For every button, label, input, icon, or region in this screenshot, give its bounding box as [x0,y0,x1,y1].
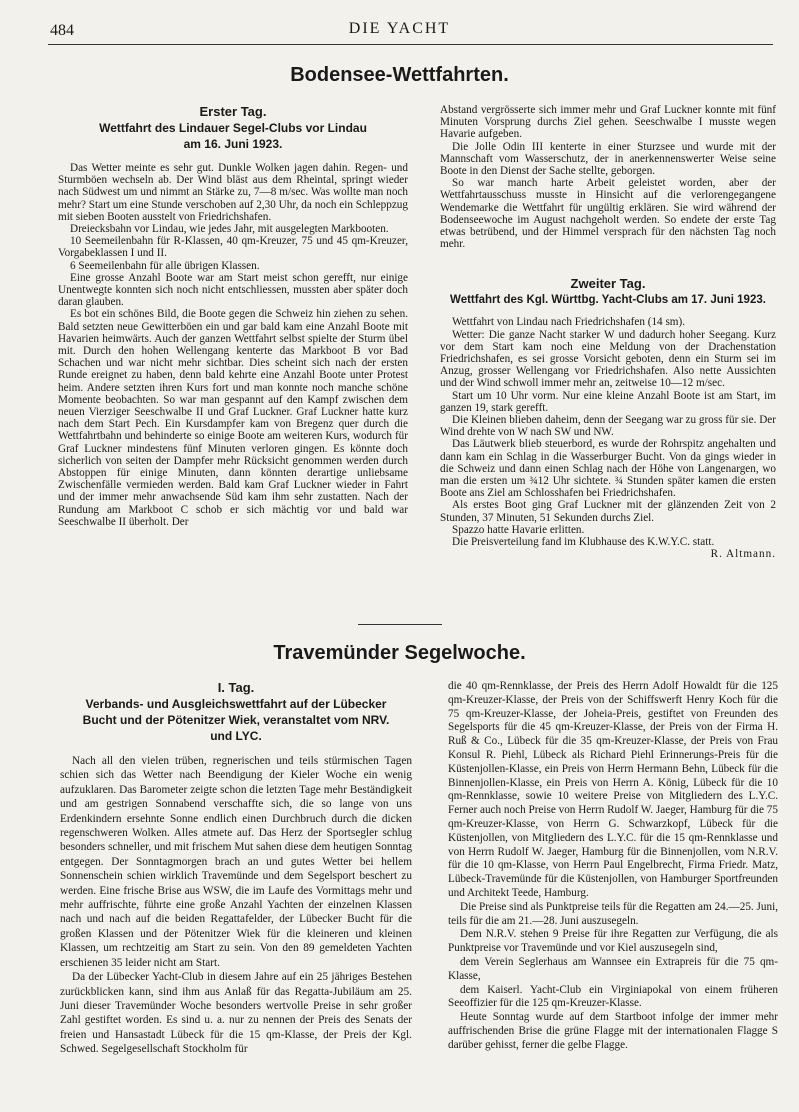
day2-heading: Zweiter Tag. [570,276,646,292]
running-head: DIE YACHT [348,20,451,37]
day2-paragraph: Wetter: Die ganze Nacht starker W und dadurch hoher Seegang. Kurz vor dem Start kam noch eine Meldung von der Drachenstation Friedrichshafen, es sei grosse Vorsicht geboten, denn ein Sturm sei im Anzug, grosser Wellengang vor Friedrichshafen. Also nette Aussichten und der Wind schwoll immer mehr an, zeitweise 10—12 m/sec. [440,328,776,390]
day1-continuation: Die Jolle Odin III kenterte in einer Sturzsee und wurde mit der Mannschaft vom Wasserschutz, der in anerkennenswerter Weise seine Boote in den Dienst der Sache stellte, geborgen. [440,140,776,178]
day1-paragraph: Das Wetter meinte es sehr gut. Dunkle Wolken jagen dahin. Regen- und Sturmböen wechseln ab. Der Wind bläst aus dem Rheintal, springt wieder nach Südwest um und nimmt an Stärke zu, 7—8 m/sec. Was wollte man noch mehr? Start um eine Stunde verschoben auf 2,30 Uhr, da noch ein Schleppzug mit sieben Booten ausstelt von Friedrichshafen. [58,162,408,223]
day1-continuation: So war manch harte Arbeit geleistet worden, aber der Wettfahrtausschuss musste in Hinsicht auf die verlorengegangene Wendemarke die Wettfahrt für ungültig erklären. Sie wird während der Bodenseewoche im August nachgeholt werden. So endete der erste Tag etwas betrübend, und der Himmel versprach für den nächsten Tag noch mehr. [440,177,776,251]
page-number: 484 [50,22,74,39]
day2-paragraph: Die Kleinen blieben daheim, denn der Seegang war zu gross für sie. Der Wind drehte von W nach SW und NW. [440,414,776,439]
day2-paragraph: Wettfahrt von Lindau nach Friedrichshafen (14 sm). [452,316,686,329]
travemuende-continuation: Heute Sonntag wurde auf dem Startboot infolge der immer mehr auffrischenden Brise die grüne Flagge mit der internationalen Flagge S darüber gehisst, ferner die gelbe Flagge. [448,1011,778,1051]
day1-paragraph: 6 Seemeilenbahn für alle übrigen Klassen. [70,259,260,272]
travemuende-continuation: dem Kaiserl. Yacht-Club ein Virginiapokal von einem früheren Seeoffizier für die 125 qm-Kreuzer-Klasse. [448,983,778,1010]
day2-paragraph: Die Preisverteilung fand im Klubhause des K.W.Y.C. statt. [452,536,715,549]
section-title-bodensee: Bodensee-Wettfahrten. [290,64,509,86]
section-separator-rule [358,624,442,625]
section2-right-column [448,680,778,1053]
travemuende-paragraph: Nach all den vielen trüben, regnerischen und teils stürmischen Tagen schien sich das Wetter nach Beendigung der Kieler Woche ein wenig aufzuklaren. Das Barometer zeigte schon die letzten Tage mehr Beständigkeit und am gestrigen Sonnabend verschaffte sich, die so lange von uns Erdenkindern ersehnte Sonne endlich einen Durchbruch durch die dicken regenschweren Wolken. Alles atmete auf. Das Herz der Sportsegler schlug besonders schneller, und mit frischem Mut sahen diese dem heutigen Sonntag entgegen. Der Sonntagmorgen brach an und gutes Wetter bei hellem Sonnenschein schien wirklich Travemünde und dem Segelsport beschert zu werden. Eine frische Brise aus WSW, die im Laufe des Vormittags mehr und mehr auffrischte, führte eine große Anzahl Yachten der einzelnen Klassen nach und nach auf die beiden Regattafelder, der Lübecker Bucht für die großen Klassen und der Pötenitzer Wiek für die kleineren und kleinen Klassen, um rechtzeitig am Start zu sein. Von den 89 gemeldeten Yachten erschienen 35 leider nicht am Start. [60,755,412,969]
travemuende-continuation: Die Preise sind als Punktpreise teils für die Regatten am 24.—25. Juni, teils für die am 21.—28. Juni auszusegeln. [448,900,778,927]
day1-paragraph: Eine grosse Anzahl Boote war am Start meist schon gerefft, nur einige Unentwegte konnten sich noch nicht entschliessen, mussten aber später doch daran glauben. [58,271,408,309]
travemuende-subheading-line2: Bucht und der Pötenitzer Wiek, veranstaltet vom NRV. [82,713,390,727]
travemuende-subheading-line1: Verbands- und Ausgleichswettfahrt auf der Lübecker [85,697,387,711]
travemuende-day1-heading: I. Tag. [217,680,255,695]
travemuende-continuation: Dem N.R.V. stehen 9 Preise für ihre Regatten zur Verfügung, die als Punktpreise vor Travemünde und vor Kiel auszusegeln sind, [448,928,778,955]
day1-paragraph: 10 Seemeilenbahn für R-Klassen, 40 qm-Kreuzer, 75 und 45 qm-Kreuzer, Vorgabeklassen I und II. [58,235,408,260]
section1-right-column [440,104,776,561]
day1-subheading-line2: am 16. Juni 1923. [183,137,283,151]
signature: R. Altmann. [710,548,776,561]
section-title-travemuende: Travemünder Segelwoche. [273,642,526,664]
day1-subheading-line1: Wettfahrt des Lindauer Segel-Clubs vor Lindau [99,121,367,135]
travemuende-paragraph: Da der Lübecker Yacht-Club in diesem Jahre auf ein 25 jähriges Bestehen zurückblicken kann, sind ihm aus Anlaß für das Regatta-Jubiläum am 25. Juni dieser Travemünder Woche besonders wertvolle Preise in sehr großer Zahl gestiftet worden. Es sind u. a. nur zu nennen der Preis des Senats der freien und Hansastadt Lübeck für die 15 qm-Klasse, der Preis der Kgl. Schwed. Segelgesellschaft Stockholm für [60,971,412,1056]
day1-continuation: Abstand vergrösserte sich immer mehr und Graf Luckner konnte mit fünf Minuten Vorsprung durchs Ziel gehen. Seeschwalbe I musste wegen Havarie aufgeben. [440,104,776,141]
day2-paragraph: Spazzo hatte Havarie erlitten. [452,523,585,536]
travemuende-continuation: die 40 qm-Rennklasse, der Preis des Herrn Adolf Howaldt für die 125 qm-Kreuzer-Klasse, der Preis von der Schiffswerft Henry Koch für die 75 qm-Kreuzer-Klasse, der Joheia-Preis, gestiftet von Freunden des Segelsports für die 45 qm-Kreuzer-Klasse, der Preis von der Firma H. Ruß & Co., Lübeck für die 35 qm-Kreuzer-Klasse, der Preis von Frau Konsul R. Piehl, Lübeck als Richard Piehl Erinnerungs-Preis für die Küstenjollen-Klasse, ein Preis von Herrn Hermann Behn, Lübeck für die Binnenjollen-Klasse, ein Preis von Herrn A. König, Lübeck für die 10 qm-Rennklasse, sowie 10 weitere Preise von Mitgliedern des L.Y.C. Ferner auch noch Preise von Herrn Rudolf W. Jaeger, Hamburg für die 75 qm-Kreuzer-Klasse, von Herrn G. Schwarzkopf, Lübeck für die Küstenjollen, von Mitgliedern des L.Y.C. für die 15 qm-Rennklasse und von Herrn Rudolf W. Jaeger, Hamburg für die Binnenjollen, vom N.R.V. für die 10 qm-Klasse, von Herrn Paul Engelbrecht, Firma Friedr. Matz, Lübeck-Travemünde für die Küstenjollen, von Hamburger Sportfreunden und Architekt Teede, Hamburg. [448,680,778,899]
day1-paragraph: Es bot ein schönes Bild, die Boote gegen die Schweiz hin ziehen zu sehen. Bald setzten neue Gewitterböen ein und gar bald kam eine Anzahl Boote mit Havarien heimwärts. Auch der ganzen Wettfahrt selbst spielte der Sturm übel mit. Durch den hohen Wellengang kenterte das Markboot B vor Bad Schachen und war nicht mehr sichtbar. Dies scheint sich nach der ersten Runde ereignet zu haben, denn bald kehrte eine Anzahl Boote unter Protest heim. Andere setzten ihren Kurs fort und man konnte noch manche schöne Momente beobachten. So war man gespannt auf den Kampf zwischen dem neuen Vierziger Seeschwalbe II und Graf Luckner. Graf Luckner hatte kurz nach dem Start Pech. Ein Kursdampfer kam von Bregenz quer durch die Wettfahrtbahn und behinderte so einige Boote am weiteren Kurs, wodurch für Graf Luckner mindestens fünf Minuten verloren gingen. Es könnte doch sicherlich von seiten der Dampfer mehr Rücksicht genommen werden durch Abstoppen für einige Minuten, dann könnten derartige unliebsame Zwischenfälle vermieden werden. Bald kam Graf Luckner wieder in Fahrt und der immer mehr anwachsende Süd kam ihm sehr zustatten. Nach der Rundung am Markboot C schob er sich mächtig vor und bald war Seeschwalbe II überholt. Der [58,308,408,528]
section2-left-column [60,680,412,1057]
travemuende-continuation: dem Verein Seglerhaus am Wannsee ein Extrapreis für die 75 qm-Klasse, [448,955,778,982]
day2-paragraph: Als erstes Boot ging Graf Luckner mit der glänzenden Zeit von 2 Stunden, 37 Minuten, 51 Sekunden durchs Ziel. [440,499,776,524]
day2-paragraph: Das Läutwerk blieb steuerbord, es wurde der Rohrspitz angehalten und dann kam ein Schlag in die Wasserburger Bucht. Von da gings wieder in die Schweiz und dann einen Schlag nach der Höhe von Langenargen, wo man die ersten um ¾12 Uhr sichtete. ¾ Stunden später kamen die ersten Boote ans Ziel am Schlosshafen bei Friedrichshafen. [440,438,776,500]
section1-left-column [58,104,408,528]
day1-heading: Erster Tag. [199,104,267,119]
day2-paragraph: Start um 10 Uhr vorm. Nur eine kleine Anzahl Boote ist am Start, im ganzen 19, stark gerefft. [440,389,776,414]
header-rule [48,44,773,45]
day2-subheading: Wettfahrt des Kgl. Württbg. Yacht-Clubs am 17. Juni 1923. [450,294,766,307]
travemuende-subheading-line3: und LYC. [210,729,262,743]
day1-paragraph: Dreiecksbahn vor Lindau, wie jedes Jahr, mit ausgelegten Markbooten. [70,223,389,236]
page-header [0,0,799,40]
